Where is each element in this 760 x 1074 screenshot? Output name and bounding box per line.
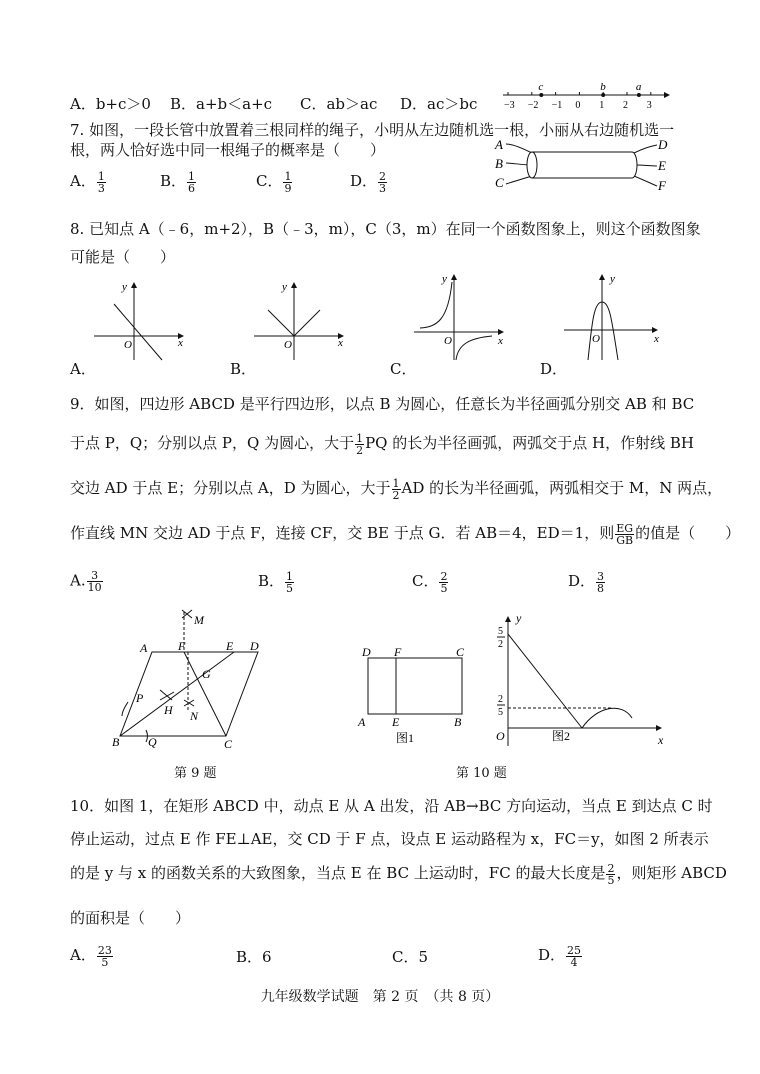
q8-option-b: B． [230, 360, 257, 378]
tube-label-c: C [495, 175, 504, 190]
svg-text:B: B [454, 715, 462, 729]
q8-option-d: D． [540, 360, 568, 378]
number-line-point-label: a [635, 81, 642, 93]
q9-text-line2: 于点 P，Q；分别以点 P，Q 为圆心，大于 $\frac{1}{2}$ PQ 的长为半径画弧，两弧交于点 H，作射线 BH [70, 431, 694, 457]
svg-text:5: 5 [498, 707, 503, 718]
q10-text-line4: 的面积是（ ） [70, 909, 191, 927]
svg-text:x: x [654, 333, 659, 345]
q10-option-a: A． $\frac{23}{5}$ [70, 943, 112, 969]
q9-option-c: C． $\frac{2}{5}$ [412, 569, 448, 595]
svg-text:D: D [362, 645, 371, 659]
number-line-tick-label: −2 [527, 100, 539, 111]
svg-text:O: O [124, 339, 132, 351]
svg-text:y: y [442, 273, 447, 285]
q10-rectangle-figure [356, 640, 476, 750]
q8-option-a: A． [70, 360, 96, 378]
q10-option-b: B．6 [236, 948, 272, 966]
svg-text:A: A [140, 641, 148, 655]
svg-text:x: x [658, 733, 664, 747]
number-line-tick-label: 2 [623, 100, 628, 111]
q9-option-d: D． $\frac{3}{8}$ [568, 569, 605, 595]
q9-text-line1: 9．如图，四边形 ABCD 是平行四边形，以点 B 为圆心，任意长为半径画弧分别交 AB 和 BC [70, 395, 695, 413]
svg-text:G: G [202, 667, 211, 681]
number-line-tick-label: 0 [575, 100, 581, 111]
q9-figure-caption: 第 9 题 [174, 766, 217, 781]
svg-text:O: O [284, 339, 292, 351]
q8-text-line2: 可能是（ ） [70, 248, 176, 266]
q9-option-b: B． $\frac{1}{5}$ [258, 569, 294, 595]
svg-text:O: O [592, 333, 600, 345]
tube-label-b: B [495, 156, 503, 171]
q7-text-line2: 根，两人恰好选中同一根绳子的概率是（ ） [70, 141, 386, 159]
svg-text:F: F [394, 645, 402, 659]
tube-label-f: F [658, 178, 666, 193]
number-line-point-label: b [600, 81, 606, 93]
svg-text:Q: Q [148, 735, 157, 749]
number-line-tick-label: 1 [599, 100, 605, 111]
q8-graph-b [252, 280, 348, 364]
number-line-point-b [601, 93, 605, 97]
svg-text:O: O [444, 335, 452, 347]
svg-text:图2: 图2 [552, 729, 571, 743]
number-line-figure [498, 78, 673, 114]
q10-text-line1: 10．如图 1，在矩形 ABCD 中，动点 E 从 A 出发，沿 AB→BC 方向运动，当点 E 到达点 C 时 [70, 797, 713, 815]
number-line-tick-label: −1 [551, 100, 563, 111]
number-line-tick-label: 3 [646, 100, 652, 111]
svg-text:C: C [456, 645, 465, 659]
q9-text-line4: 作直线 MN 交边 AD 于点 F，连接 CF，交 BE 于点 G．若 AB＝4，ED＝1，则 $\frac{EG}{GB}$ 的值是（ ） [70, 521, 741, 547]
tube-figure [492, 134, 672, 196]
number-line-point-c [539, 93, 543, 97]
svg-text:H: H [164, 703, 173, 717]
svg-text:2: 2 [498, 694, 503, 705]
number-line-point-label: c [538, 81, 544, 93]
svg-text:图1: 图1 [396, 731, 415, 745]
q10-graph-figure [492, 612, 668, 754]
q9-text-line3: 交边 AD 于点 E；分别以点 A，D 为圆心，大于 $\frac{1}{2}$ AD 的长为半径画弧，两弧相交于 M，N 两点， [70, 476, 723, 502]
q10-text-line2: 停止运动，过点 E 作 FE⊥AE，交 CD 于 F 点，设点 E 运动路程为 x，FC＝y，如图 2 所表示 [70, 830, 709, 848]
svg-text:y: y [516, 612, 522, 625]
q10-option-d: D． $\frac{25}{4}$ [538, 943, 582, 969]
svg-text:M: M [194, 613, 204, 627]
svg-text:y: y [610, 273, 615, 285]
q7-option-c: C． $\frac{1}{9}$ [256, 169, 292, 195]
q8-graph-c [412, 272, 508, 364]
q9-option-a: A. $\frac{3}{10}$ [70, 569, 102, 594]
svg-text:D: D [250, 639, 259, 653]
q7-option-a: A． $\frac{1}{3}$ [70, 169, 105, 195]
tube-label-d: D [658, 137, 668, 152]
q10-text-line3: 的是 y 与 x 的函数关系的大致图象，当点 E 在 BC 上运动时，FC 的最大长度是 $\frac{2}{5}$ ，则矩形 ABCD [70, 861, 727, 887]
q7-option-b: B． $\frac{1}{6}$ [160, 169, 196, 195]
svg-text:E: E [226, 639, 234, 653]
q8-graph-a [92, 280, 188, 364]
q10-figure-caption: 第 10 题 [456, 766, 507, 781]
svg-text:O: O [496, 729, 505, 743]
q6-option-b: B．a+b＜a+c [170, 95, 273, 113]
svg-text:x: x [178, 337, 183, 349]
svg-text:x: x [338, 337, 343, 349]
q6-option-a: A．b+c＞0 [70, 95, 151, 113]
svg-text:x: x [498, 335, 503, 347]
tube-label-e: E [658, 158, 666, 173]
svg-text:N: N [190, 709, 199, 723]
svg-text:5: 5 [498, 626, 503, 637]
q8-text-line1: 8. 已知点 A（﹣6，m+2），B（﹣3，m），C（3，m）在同一个函数图象上，则这个函数图象 [70, 220, 701, 238]
q7-option-d: D． $\frac{2}{3}$ [350, 169, 387, 195]
q6-option-c: C．ab＞ac [300, 95, 378, 113]
number-line-tick-label: −3 [504, 100, 515, 111]
number-line-point-a [637, 93, 641, 97]
svg-text:2: 2 [498, 639, 503, 650]
svg-text:F: F [178, 639, 186, 653]
page-footer: 九年级数学试题 第 2 页 （共 8 页） [260, 989, 500, 1005]
q6-option-d: D．ac＞bc [400, 95, 478, 113]
q10-option-c: C．5 [392, 948, 429, 966]
tube-label-a: A [495, 137, 503, 152]
q9-parallelogram-figure [108, 604, 268, 750]
svg-text:A: A [358, 715, 366, 729]
q8-option-c: C． [390, 360, 417, 378]
svg-text:P: P [136, 691, 144, 705]
q8-graph-d [562, 272, 662, 364]
svg-text:y: y [122, 281, 127, 293]
svg-text:C: C [224, 737, 233, 750]
svg-text:B: B [112, 735, 120, 749]
svg-text:y: y [282, 281, 287, 293]
svg-text:E: E [392, 715, 400, 729]
q7-text-line1: 7. 如图，一段长管中放置着三根同样的绳子，小明从左边随机选一根，小丽从右边随机选一 [70, 121, 675, 139]
